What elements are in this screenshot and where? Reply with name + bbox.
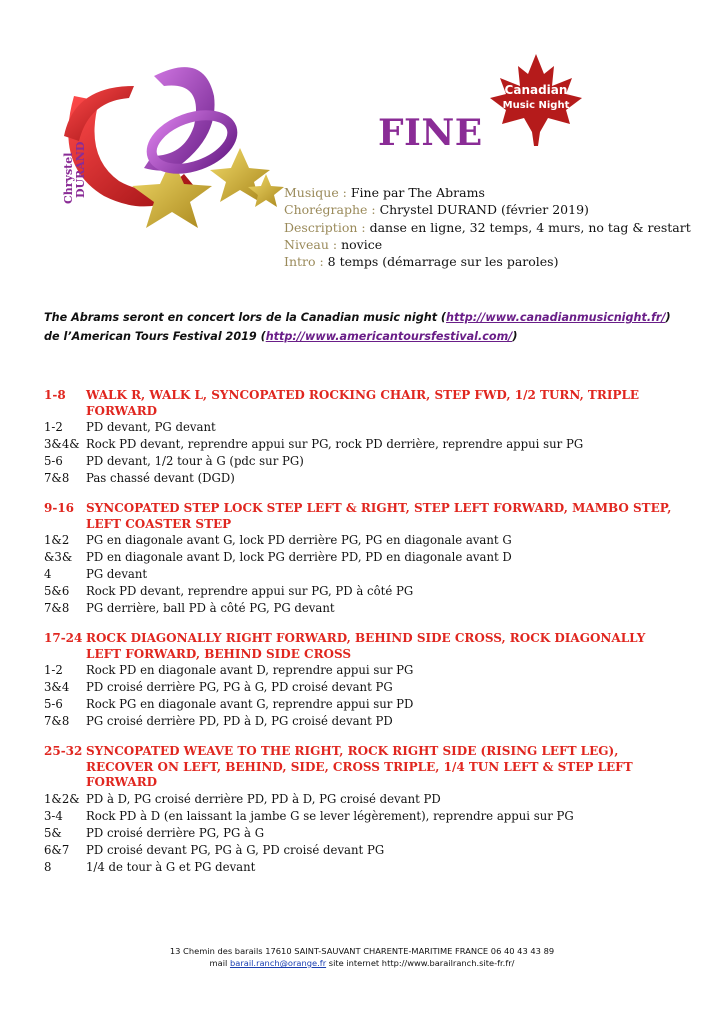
step-text: Rock PD devant, reprendre appui sur PG, rock PD derrière, reprendre appui sur PG xyxy=(86,437,584,451)
cd-stars-logo-icon xyxy=(44,56,284,234)
step-row xyxy=(44,566,684,583)
info-label: Musique : xyxy=(284,185,351,200)
step-row xyxy=(44,436,684,453)
step-count: &3& xyxy=(44,550,73,564)
info-intro xyxy=(284,253,691,270)
step-text: PD devant, 1/2 tour à G (pdc sur PG) xyxy=(86,454,304,468)
footer-address: 13 Chemin des barails 17610 SAINT-SAUVANT CHARENTE-MARITIME FRANCE 06 40 43 43 89 xyxy=(169,946,555,956)
section-count: 17-24 xyxy=(44,631,83,645)
step-count: 6&7 xyxy=(44,842,70,857)
footer-contact xyxy=(0,957,724,969)
step-section xyxy=(44,501,684,617)
step-count: 7&8 xyxy=(44,471,70,485)
step-text: Rock PD à D (en laissant la jambe G se lever légèrement), reprendre appui sur PG xyxy=(86,808,574,823)
step-text: PG devant xyxy=(86,567,148,581)
step-row xyxy=(44,583,684,600)
step-sheet xyxy=(44,388,684,890)
step-count: 1&2& xyxy=(44,791,80,806)
intro-text: de l’American Tours Festival 2019 ( xyxy=(44,330,266,343)
section-title: WALK R, WALK L, SYNCOPATED ROCKING CHAIR, STEP FWD, 1/2 TURN, TRIPLE FORWARD xyxy=(86,388,640,418)
step-count: 1-2 xyxy=(44,663,63,677)
section-count: 25-32 xyxy=(44,744,83,758)
step-text: PD devant, PG devant xyxy=(86,420,216,434)
step-text: 1/4 de tour à G et PG devant xyxy=(86,859,256,874)
step-count: 5-6 xyxy=(44,454,63,468)
info-value: danse en ligne, 32 temps, 4 murs, no tag & restart xyxy=(369,219,691,235)
intro-end: ) xyxy=(512,330,518,343)
step-count: 8 xyxy=(44,859,52,874)
step-text: PD en diagonale avant D, lock PG derrière PD, PD en diagonale avant D xyxy=(86,550,512,564)
step-row xyxy=(44,842,684,859)
section-count: 9-16 xyxy=(44,501,75,515)
info-label: Intro : xyxy=(284,254,328,270)
step-row xyxy=(44,470,684,487)
step-row xyxy=(44,662,684,679)
step-section xyxy=(44,631,684,730)
american-tours-festival-link[interactable]: http://www.americantoursfestival.com/ xyxy=(265,330,513,343)
step-count: 7&8 xyxy=(44,601,70,615)
info-label: Niveau : xyxy=(284,236,342,252)
step-row xyxy=(44,713,684,730)
dance-info xyxy=(284,184,691,270)
info-choreographer xyxy=(284,201,691,218)
step-row xyxy=(44,419,684,436)
step-count: 5& xyxy=(44,825,62,840)
step-row xyxy=(44,600,684,617)
step-row xyxy=(44,696,684,713)
section-count: 1-8 xyxy=(44,388,66,402)
logo-name-last: DURAND xyxy=(74,141,87,198)
step-text: PG en diagonale avant G, lock PD derrière PG, PG en diagonale avant G xyxy=(86,533,512,547)
step-count: 4 xyxy=(44,567,52,581)
section-title: SYNCOPATED STEP LOCK STEP LEFT & RIGHT, STEP LEFT FORWARD, MAMBO STEP, LEFT COASTER STEP xyxy=(86,501,672,531)
concert-note-line1 xyxy=(44,308,671,327)
badge-line1: Canadian xyxy=(504,83,568,97)
step-count: 5&6 xyxy=(44,584,70,598)
step-count: 3-4 xyxy=(44,808,63,823)
info-level xyxy=(284,236,691,253)
step-count: 7&8 xyxy=(44,714,70,728)
step-text: Pas chassé devant (DGD) xyxy=(86,471,235,485)
section-heading xyxy=(44,631,684,662)
step-text: Rock PD devant, reprendre appui sur PG, PD à côté PG xyxy=(86,584,414,598)
maple-leaf-icon xyxy=(488,52,584,148)
mail-label: mail xyxy=(209,958,230,968)
logo-name-first: Chrystel xyxy=(62,152,75,204)
step-row xyxy=(44,453,684,470)
step-text: PG derrière, ball PD à côté PG, PG devant xyxy=(86,601,335,615)
footer xyxy=(0,945,724,969)
info-value: Chrystel DURAND (février 2019) xyxy=(379,202,589,218)
dance-title: FINE xyxy=(378,112,483,154)
step-text: PD à D, PG croisé derrière PD, PD à D, PG croisé devant PD xyxy=(86,791,441,806)
canadian-music-night-link[interactable]: http://www.canadianmusicnight.fr/ xyxy=(446,311,666,324)
website-text: site internet http://www.barailranch.site-fr.fr/ xyxy=(326,958,515,968)
step-text: PD croisé devant PG, PG à G, PD croisé devant PG xyxy=(86,842,385,857)
step-row xyxy=(44,808,684,825)
step-count: 1&2 xyxy=(44,533,70,547)
info-value: Fine par The Abrams xyxy=(350,185,485,200)
section-heading xyxy=(44,744,684,791)
section-title: ROCK DIAGONALLY RIGHT FORWARD, BEHIND SIDE CROSS, ROCK DIAGONALLY LEFT FORWARD, BEHIND SIDE CROSS xyxy=(86,631,646,661)
intro-end: ) xyxy=(665,311,671,324)
step-row xyxy=(44,549,684,566)
badge-line2: Music Night xyxy=(502,100,570,111)
step-text: PD croisé derrière PG, PG à G xyxy=(86,825,265,840)
info-value: novice xyxy=(341,236,383,252)
section-heading xyxy=(44,388,684,419)
info-description xyxy=(284,219,691,236)
step-count: 3&4& xyxy=(44,437,80,451)
step-row xyxy=(44,859,684,876)
concert-note xyxy=(44,308,671,346)
info-label: Description : xyxy=(284,219,370,235)
step-row xyxy=(44,679,684,696)
mail-link[interactable]: barail.ranch@orange.fr xyxy=(229,958,327,968)
section-heading xyxy=(44,501,684,532)
concert-note-line2 xyxy=(44,327,671,346)
step-text: Rock PD en diagonale avant D, reprendre appui sur PG xyxy=(86,663,414,677)
info-label: Chorégraphe : xyxy=(284,202,380,218)
step-section xyxy=(44,388,684,487)
info-value: 8 temps (démarrage sur les paroles) xyxy=(327,254,559,270)
step-text: PD croisé derrière PG, PG à G, PD croisé devant PG xyxy=(86,680,393,694)
intro-text: The Abrams seront en concert lors de la Canadian music night ( xyxy=(44,311,447,324)
step-count: 5-6 xyxy=(44,697,63,711)
info-music xyxy=(284,184,691,201)
step-row xyxy=(44,825,684,842)
step-row xyxy=(44,532,684,549)
step-row xyxy=(44,791,684,808)
step-count: 1-2 xyxy=(44,420,63,434)
step-text: Rock PG en diagonale avant G, reprendre appui sur PD xyxy=(86,697,414,711)
section-title: SYNCOPATED WEAVE TO THE RIGHT, ROCK RIGHT SIDE (RISING LEFT LEG), RECOVER ON LEFT, BEHIND, SIDE, CROSS TRIPLE, 1/4 TUN LEFT & STEP LEFT FORWARD xyxy=(86,744,633,789)
step-text: PG croisé derrière PD, PD à D, PG croisé devant PD xyxy=(86,714,393,728)
step-section xyxy=(44,744,684,876)
step-count: 3&4 xyxy=(44,680,70,694)
